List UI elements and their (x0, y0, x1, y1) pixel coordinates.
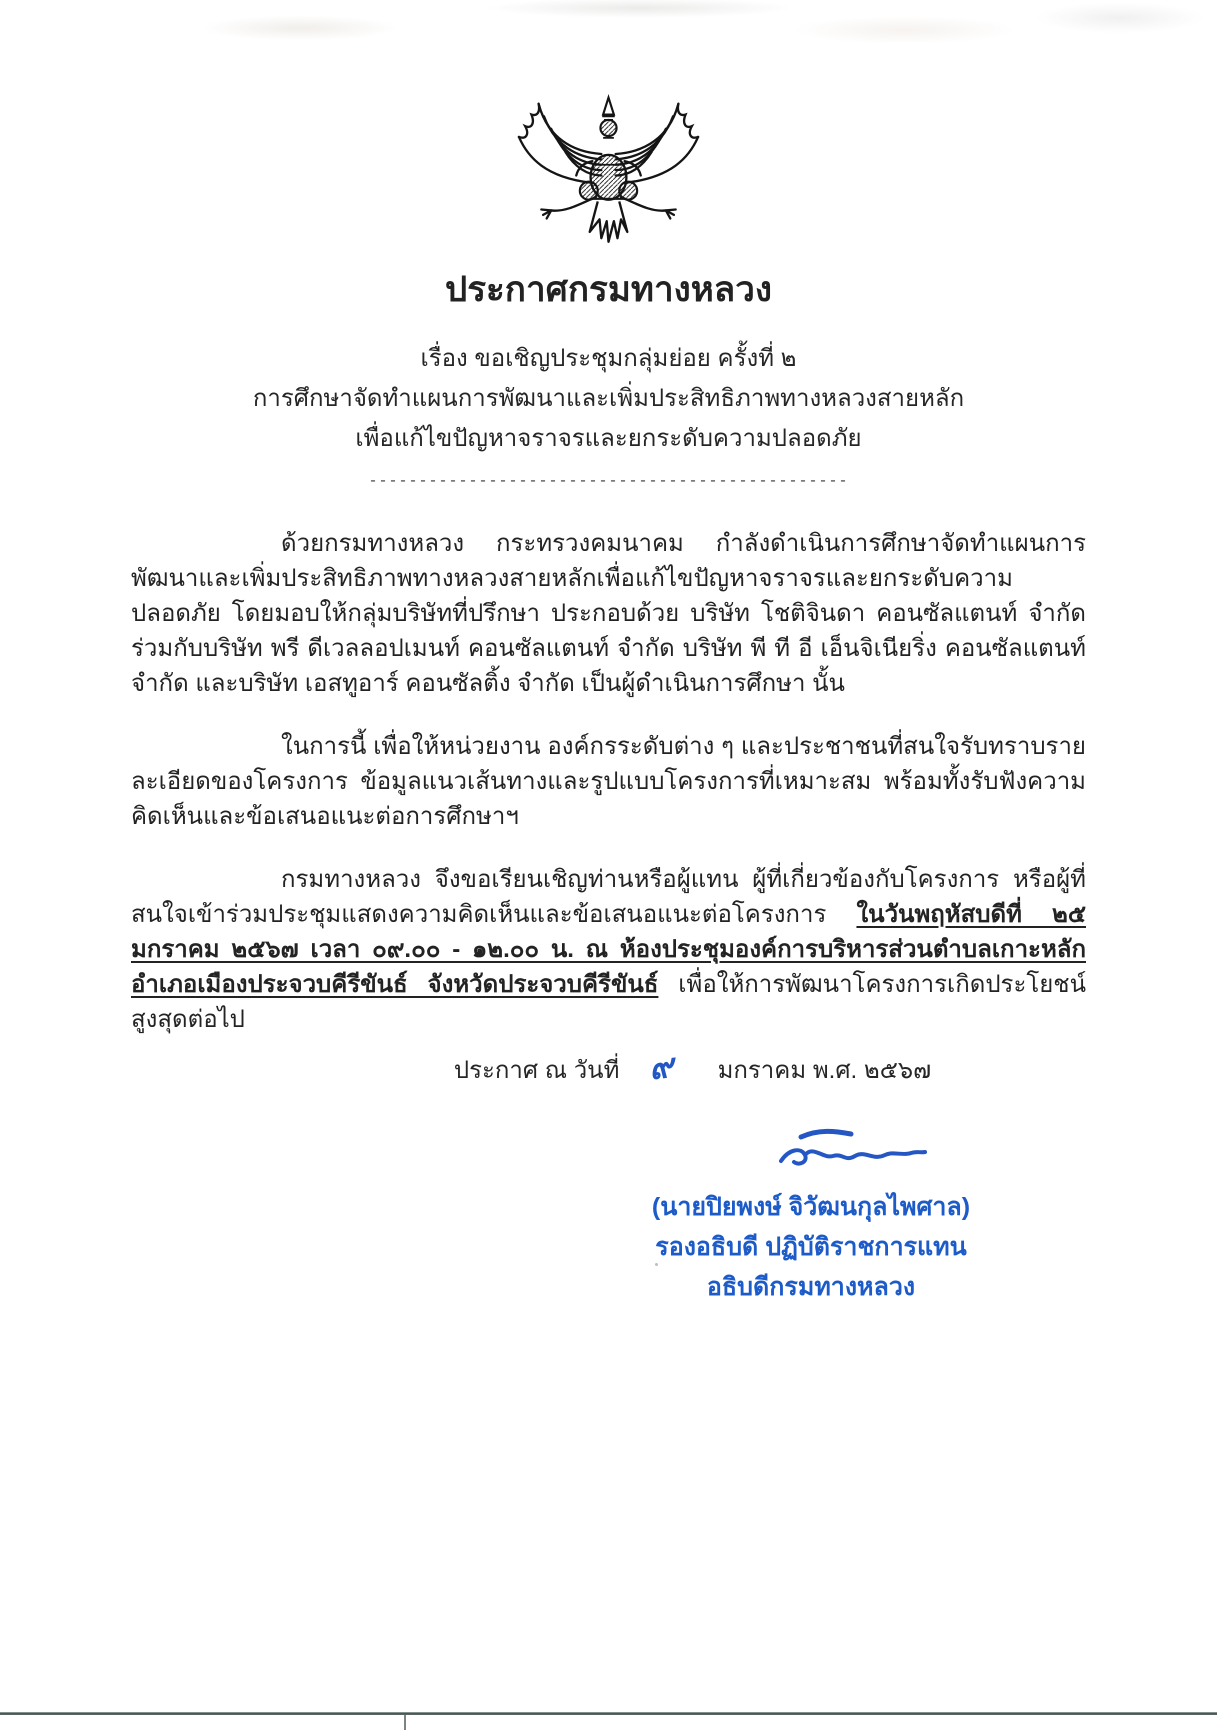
paragraph-1: ด้วยกรมทางหลวง กระทรวงคมนาคม กำลังดำเนินการศึกษาจัดทำแผนการพัฒนาและเพิ่มประสิทธิภาพทางหลวงสายหลักเพื่อแก้ไขปัญหาจราจรและยกระดับความปลอดภัย โดยมอบให้กลุ่มบริษัทที่ปรึกษา ประกอบด้วย บริษัท โชติจินดา คอนซัลแตนท์ จำกัด ร่วมกับบริษัท พรี ดีเวลลอปเมนท์ คอนซัลแตนท์ จำกัด บริษัท พี ที อี เอ็นจิเนียริ่ง คอนซัลแตนท์ จำกัด และบริษัท เอสทูอาร์ คอนซัลติ้ง จำกัด เป็นผู้ดำเนินการศึกษา นั้น (131, 530, 1086, 697)
date-prefix: ประกาศ ณ วันที่ (453, 1057, 620, 1084)
handwritten-signature-icon (771, 1121, 931, 1179)
signatory-name: (นายปิยพงษ์ จิวัฒนกุลไพศาล) (651, 1193, 971, 1221)
paragraph-3-normal-end: เพื่อให้การพัฒนาโครงการเกิดประโยชน์สูงสุดต่อไป (131, 971, 1086, 1033)
subject-line-3: เพื่อแก้ไขปัญหาจราจรและยกระดับความปลอดภัย (355, 425, 862, 452)
page-edge-line (0, 1712, 1217, 1715)
subject-block (131, 339, 1086, 459)
garuda-emblem-icon (131, 0, 1086, 250)
subject-line-1: เรื่อง ขอเชิญประชุมกลุ่มย่อย ครั้งที่ ๒ (420, 345, 797, 372)
page-edge-tick (404, 1715, 406, 1730)
document-title: ประกาศกรมทางหลวง (444, 270, 772, 309)
announcement-date-line (215, 1047, 1170, 1091)
scan-speck (655, 1263, 658, 1266)
signature-block (561, 1121, 1061, 1307)
handwritten-day-number: ๙ (647, 1046, 676, 1087)
subject-line-2: การศึกษาจัดทำแผนการพัฒนาและเพิ่มประสิทธิภาพทางหลวงสายหลัก (252, 385, 965, 412)
paragraph-3-meeting-datetime-venue: ในวันพฤหัสบดีที่ ๒๕ มกราคม ๒๕๖๗ เวลา ๐๙.๐๐ - ๑๒.๐๐ น. ณ ห้องประชุมองค์การบริหารส่วนตำบลเกาะหลัก อำเภอเมืองประจวบคีรีขันธ์ จังหวัดประจวบคีรีขันธ์ (131, 901, 1086, 998)
paragraph-2: ในการนี้ เพื่อให้หน่วยงาน องค์กรระดับต่าง ๆ และประชาชนที่สนใจรับทราบรายละเอียดของโครงการ ข้อมูลแนวเส้นทางและรูปแบบโครงการที่เหมาะสม พร้อมทั้งรับฟังความคิดเห็นและข้อเสนอแนะต่อการศึกษาฯ (131, 733, 1086, 830)
date-suffix: มกราคม พ.ศ. ๒๕๖๗ (717, 1057, 932, 1084)
signatory-position-2: อธิบดีกรมทางหลวง (706, 1273, 916, 1301)
dashed-divider: ------------------------------------------------ (368, 473, 849, 490)
paragraph-3 (131, 862, 1086, 1037)
paragraph-3-normal-start: กรมทางหลวง จึงขอเรียนเชิญท่านหรือผู้แทน ผู้ที่เกี่ยวข้องกับโครงการ หรือผู้ที่สนใจเข้าร่วมประชุมแสดงความคิดเห็นและข้อเสนอแนะต่อโครงการ (131, 866, 1086, 928)
signatory-position-1: รองอธิบดี ปฏิบัติราชการแทน (655, 1233, 967, 1261)
